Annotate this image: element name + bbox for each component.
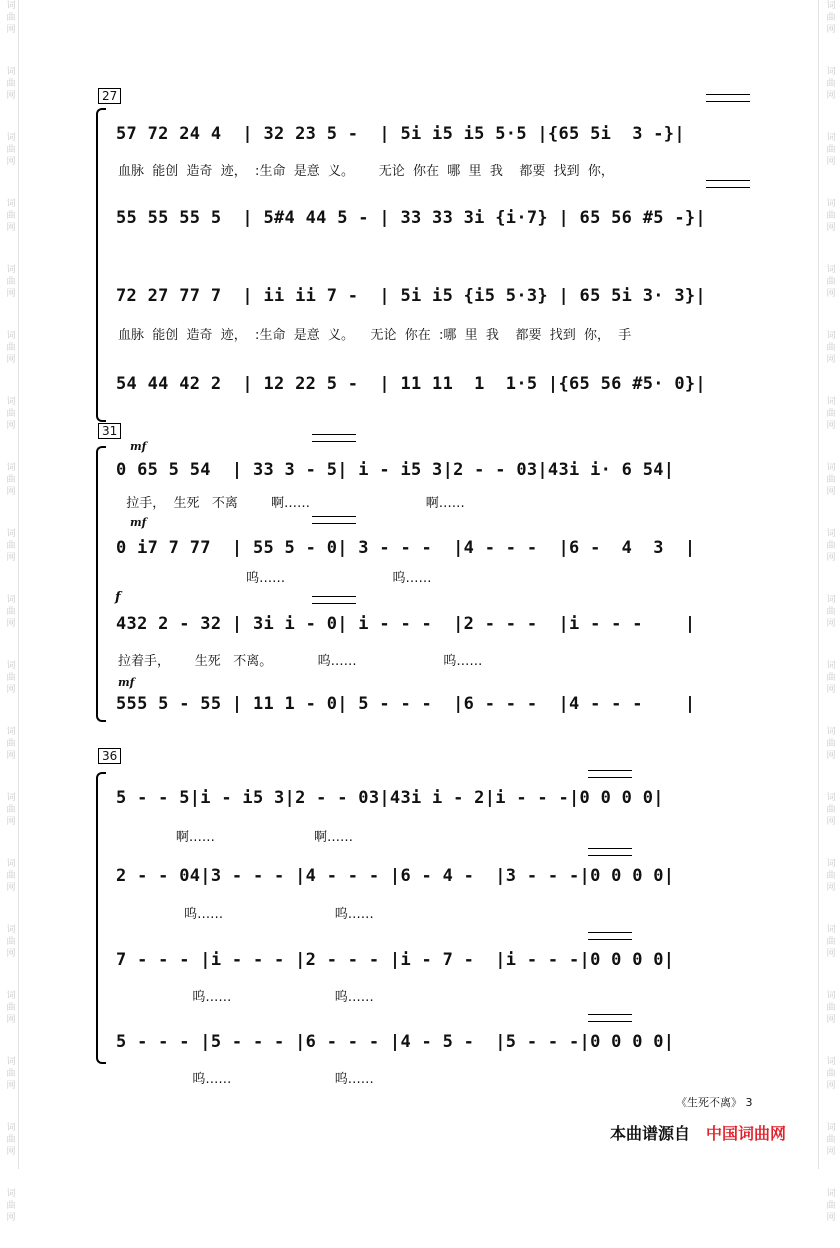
system-brace: [96, 108, 106, 422]
watermark-glyph: 曲: [826, 1135, 836, 1145]
watermark-glyph: 曲: [6, 871, 16, 881]
staff-bass: [116, 686, 764, 720]
watermark-gap: [4, 102, 18, 126]
watermark-glyph: 网: [6, 487, 16, 497]
watermark-glyph: 网: [826, 25, 836, 35]
watermark-column-left: [4, 0, 18, 1223]
watermark-glyph: 词: [826, 1, 836, 11]
staff-tenor: [116, 942, 764, 976]
lyric-line: 血脉 能创 造奇 迹， :生命 是意 义。 无论 你在 哪 里 我 都要 找到 你，: [118, 164, 614, 179]
dynamic-mark: mf: [130, 440, 147, 453]
watermark-glyph: 词: [6, 595, 16, 605]
watermark-glyph: 曲: [6, 739, 16, 749]
watermark-gap: [4, 1158, 18, 1182]
watermark-gap: [824, 234, 838, 258]
notation-line: 72 27 77 7 | ii ii 7 - | 5i i5 {i5 5·3} | 65 5i 3· 3}|: [116, 286, 706, 306]
watermark-glyph: 词: [6, 661, 16, 671]
notation-line: 5 - - - |5 - - - |6 - - - |4 - 5 - |5 - - -|0 0 0 0|: [116, 1032, 675, 1052]
watermark-glyph: 曲: [826, 79, 836, 89]
staff-soprano: [116, 780, 764, 814]
watermark-glyph: 网: [826, 553, 836, 563]
watermark-glyph: 网: [6, 817, 16, 827]
watermark-glyph: 网: [6, 1081, 16, 1091]
watermark-gap: [4, 498, 18, 522]
watermark-glyph: 网: [826, 355, 836, 365]
lyric-line: 呜…… 呜……: [118, 990, 374, 1005]
lyric-line: 啊…… 啊……: [118, 830, 354, 845]
watermark-glyph: 词: [826, 463, 836, 473]
staff-soprano: [116, 452, 764, 486]
watermark-glyph: 词: [826, 199, 836, 209]
staff-alto: [116, 858, 764, 892]
staff-bass: [116, 1024, 764, 1058]
watermark-glyph: 网: [826, 817, 836, 827]
watermark-glyph: 网: [826, 949, 836, 959]
measure-number-36: 36: [98, 748, 121, 764]
watermark-glyph: 曲: [6, 343, 16, 353]
watermark-glyph: 网: [826, 751, 836, 761]
watermark-gap: [4, 1224, 18, 1248]
watermark-glyph: 曲: [6, 1003, 16, 1013]
watermark-glyph: 曲: [6, 1135, 16, 1145]
left-margin-rule: [18, 0, 19, 1169]
watermark-glyph: 曲: [826, 937, 836, 947]
watermark-glyph: 词: [826, 331, 836, 341]
watermark-glyph: 网: [6, 751, 16, 761]
watermark-glyph: 词: [826, 595, 836, 605]
watermark-glyph: 曲: [826, 1201, 836, 1211]
watermark-glyph: 网: [826, 1147, 836, 1157]
watermark-column-right: [824, 0, 838, 1223]
watermark-glyph: 曲: [826, 211, 836, 221]
watermark-gap: [4, 828, 18, 852]
watermark-glyph: 曲: [6, 145, 16, 155]
watermark-glyph: 词: [826, 265, 836, 275]
watermark-gap: [824, 1026, 838, 1050]
watermark-glyph: 曲: [6, 277, 16, 287]
decrescendo-hairpin: [588, 932, 632, 940]
staff-soprano: [116, 116, 764, 150]
watermark-gap: [824, 366, 838, 390]
watermark-glyph: 网: [826, 1015, 836, 1025]
measure-number-27: 27: [98, 88, 121, 104]
watermark-gap: [4, 1026, 18, 1050]
watermark-gap: [824, 36, 838, 60]
watermark-glyph: 曲: [6, 1069, 16, 1079]
notation-line: 555 5 - 55 | 11 1 - 0| 5 - - - |6 - - - |4 - - - |: [116, 694, 696, 714]
decrescendo-hairpin: [312, 596, 356, 604]
decrescendo-hairpin: [588, 1014, 632, 1022]
watermark-glyph: 网: [6, 1147, 16, 1157]
system-brace: [96, 772, 106, 1064]
watermark-glyph: 网: [826, 157, 836, 167]
watermark-glyph: 词: [6, 133, 16, 143]
watermark-gap: [4, 696, 18, 720]
watermark-gap: [824, 696, 838, 720]
lyric-line: 拉着手， 生死 不离。 呜…… 呜……: [118, 654, 483, 669]
watermark-glyph: 曲: [826, 805, 836, 815]
decrescendo-hairpin: [706, 180, 750, 188]
watermark-gap: [4, 300, 18, 324]
watermark-glyph: 曲: [6, 409, 16, 419]
measure-number-31: 31: [98, 423, 121, 439]
watermark-gap: [824, 960, 838, 984]
watermark-gap: [4, 762, 18, 786]
decrescendo-hairpin: [312, 516, 356, 524]
watermark-glyph: 网: [826, 91, 836, 101]
watermark-gap: [824, 300, 838, 324]
watermark-gap: [4, 1092, 18, 1116]
watermark-glyph: 网: [6, 91, 16, 101]
watermark-glyph: 词: [6, 991, 16, 1001]
watermark-glyph: 词: [6, 925, 16, 935]
watermark-gap: [824, 828, 838, 852]
source-site-link[interactable]: 中国词曲网: [706, 1124, 787, 1143]
notation-line: 57 72 24 4 | 32 23 5 - | 5i i5 i5 5·5 |{65 5i 3 -}|: [116, 124, 685, 144]
watermark-glyph: 词: [6, 331, 16, 341]
watermark-glyph: 曲: [6, 805, 16, 815]
watermark-glyph: 词: [826, 925, 836, 935]
notation-line: 0 i7 7 77 | 55 5 - 0| 3 - - - |4 - - - |6 - 4 3 |: [116, 538, 696, 558]
watermark-glyph: 网: [6, 223, 16, 233]
decrescendo-hairpin: [588, 848, 632, 856]
watermark-glyph: 曲: [826, 343, 836, 353]
notation-line: 432 2 - 32 | 3i i - 0| i - - - |2 - - - |i - - - |: [116, 614, 696, 634]
watermark-glyph: 网: [6, 1213, 16, 1223]
right-margin-rule: [818, 0, 819, 1169]
watermark-glyph: 网: [6, 553, 16, 563]
watermark-glyph: 词: [826, 859, 836, 869]
watermark-gap: [824, 894, 838, 918]
watermark-glyph: 曲: [6, 673, 16, 683]
watermark-glyph: 网: [826, 619, 836, 629]
watermark-gap: [4, 564, 18, 588]
staff-bass: [116, 366, 764, 400]
watermark-glyph: 曲: [826, 475, 836, 485]
watermark-glyph: 曲: [6, 13, 16, 23]
watermark-glyph: 网: [6, 289, 16, 299]
watermark-glyph: 网: [826, 1213, 836, 1223]
dynamic-mark: mf: [118, 676, 135, 689]
notation-line: 54 44 42 2 | 12 22 5 - | 11 11 1 1·5 |{65 56 #5· 0}|: [116, 374, 706, 394]
watermark-glyph: 网: [826, 421, 836, 431]
dynamic-mark: mf: [130, 516, 147, 529]
watermark-glyph: 词: [826, 793, 836, 803]
watermark-glyph: 曲: [826, 409, 836, 419]
watermark-glyph: 词: [6, 1057, 16, 1067]
watermark-glyph: 网: [6, 355, 16, 365]
watermark-gap: [4, 234, 18, 258]
watermark-gap: [824, 498, 838, 522]
lyric-line: 呜…… 呜……: [118, 907, 374, 922]
watermark-glyph: 词: [826, 727, 836, 737]
watermark-gap: [824, 1224, 838, 1248]
watermark-glyph: 词: [826, 661, 836, 671]
staff-tenor: [116, 606, 764, 640]
watermark-glyph: 网: [826, 883, 836, 893]
watermark-glyph: 网: [6, 157, 16, 167]
watermark-glyph: 词: [826, 397, 836, 407]
watermark-glyph: 网: [826, 223, 836, 233]
watermark-gap: [824, 630, 838, 654]
watermark-glyph: 词: [6, 859, 16, 869]
watermark-glyph: 词: [826, 1189, 836, 1199]
notation-line: 5 - - 5|i - i5 3|2 - - 03|43i i - 2|i - - -|0 0 0 0|: [116, 788, 664, 808]
watermark-gap: [824, 1158, 838, 1182]
watermark-glyph: 词: [6, 793, 16, 803]
watermark-glyph: 曲: [826, 739, 836, 749]
watermark-gap: [824, 432, 838, 456]
notation-line: 55 55 55 5 | 5#4 44 5 - | 33 33 3i {i·7} | 65 56 #5 -}|: [116, 208, 706, 228]
watermark-glyph: 网: [6, 883, 16, 893]
watermark-gap: [824, 762, 838, 786]
watermark-glyph: 曲: [6, 475, 16, 485]
watermark-glyph: 曲: [826, 1069, 836, 1079]
staff-tenor: [116, 278, 764, 312]
watermark-glyph: 曲: [6, 541, 16, 551]
decrescendo-hairpin: [588, 770, 632, 778]
watermark-glyph: 网: [6, 421, 16, 431]
watermark-glyph: 曲: [826, 1003, 836, 1013]
watermark-glyph: 网: [6, 685, 16, 695]
watermark-glyph: 曲: [826, 673, 836, 683]
watermark-glyph: 词: [826, 67, 836, 77]
watermark-glyph: 曲: [826, 607, 836, 617]
notation-line: 0 65 5 54 | 33 3 - 5| i - i5 3|2 - - 03|43i i· 6 54|: [116, 460, 675, 480]
watermark-glyph: 词: [6, 397, 16, 407]
watermark-gap: [824, 1092, 838, 1116]
lyric-line: 拉手， 生死 不离 啊…… 啊……: [118, 496, 465, 511]
decrescendo-hairpin: [312, 434, 356, 442]
watermark-glyph: 曲: [826, 13, 836, 23]
lyric-line: 呜…… 呜……: [118, 571, 432, 586]
watermark-glyph: 网: [6, 1015, 16, 1025]
watermark-gap: [824, 564, 838, 588]
lyric-line: 呜…… 呜……: [118, 1072, 374, 1087]
watermark-gap: [824, 102, 838, 126]
watermark-glyph: 曲: [6, 607, 16, 617]
notation-line: 7 - - - |i - - - |2 - - - |i - 7 - |i - - -|0 0 0 0|: [116, 950, 675, 970]
watermark-glyph: 词: [826, 1123, 836, 1133]
watermark-glyph: 词: [6, 727, 16, 737]
watermark-glyph: 词: [6, 265, 16, 275]
watermark-glyph: 词: [6, 67, 16, 77]
watermark-glyph: 网: [826, 289, 836, 299]
watermark-glyph: 曲: [826, 277, 836, 287]
watermark-glyph: 词: [6, 529, 16, 539]
watermark-gap: [4, 366, 18, 390]
watermark-glyph: 词: [826, 529, 836, 539]
source-credit: [610, 1121, 786, 1144]
watermark-glyph: 词: [826, 991, 836, 1001]
watermark-glyph: 词: [6, 1189, 16, 1199]
lyric-line: 血脉 能创 造奇 迹， :生命 是意 义。 无论 你在 :哪 里 我 都要 找到 你， 手: [118, 328, 632, 343]
watermark-glyph: 网: [826, 685, 836, 695]
source-label: 本曲谱源自: [610, 1124, 691, 1143]
watermark-gap: [4, 894, 18, 918]
watermark-gap: [4, 168, 18, 192]
watermark-glyph: 曲: [826, 871, 836, 881]
decrescendo-hairpin: [706, 94, 750, 102]
watermark-glyph: 词: [6, 1123, 16, 1133]
watermark-glyph: 网: [826, 1081, 836, 1091]
watermark-glyph: 网: [6, 619, 16, 629]
watermark-glyph: 网: [6, 25, 16, 35]
watermark-glyph: 词: [6, 1, 16, 11]
watermark-glyph: 词: [826, 133, 836, 143]
watermark-gap: [4, 630, 18, 654]
watermark-glyph: 网: [826, 487, 836, 497]
watermark-gap: [824, 168, 838, 192]
watermark-glyph: 曲: [6, 1201, 16, 1211]
staff-alto: [116, 530, 764, 564]
watermark-glyph: 词: [6, 463, 16, 473]
watermark-gap: [4, 36, 18, 60]
watermark-gap: [4, 432, 18, 456]
watermark-glyph: 曲: [826, 541, 836, 551]
watermark-gap: [4, 960, 18, 984]
watermark-glyph: 曲: [826, 145, 836, 155]
watermark-glyph: 曲: [6, 211, 16, 221]
page-footer-title: 《生死不离》 3: [676, 1096, 753, 1109]
watermark-glyph: 网: [6, 949, 16, 959]
staff-alto: [116, 200, 764, 234]
dynamic-mark: f: [115, 590, 121, 605]
watermark-glyph: 曲: [6, 937, 16, 947]
system-brace: [96, 446, 106, 722]
notation-line: 2 - - 04|3 - - - |4 - - - |6 - 4 - |3 - - -|0 0 0 0|: [116, 866, 675, 886]
watermark-glyph: 曲: [6, 79, 16, 89]
watermark-glyph: 词: [6, 199, 16, 209]
watermark-glyph: 词: [826, 1057, 836, 1067]
